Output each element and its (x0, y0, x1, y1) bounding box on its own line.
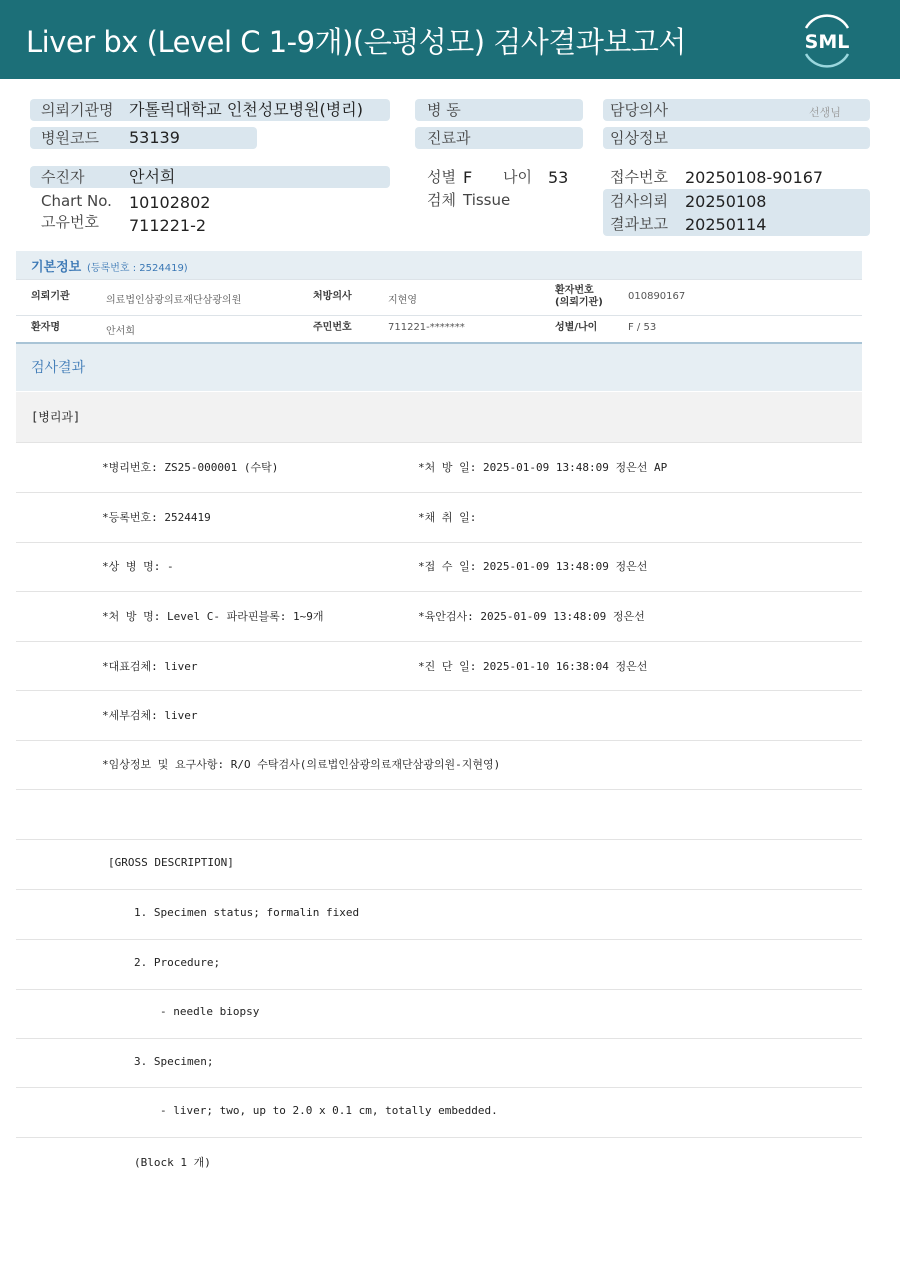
gross-item-3a: - liver; two, up to 2.0 x 0.1 cm, totally embedded. (160, 1104, 498, 1117)
order-name: *처 방 명: Level C- 파라핀블록: 1~9개 (102, 610, 324, 623)
institution-value: 가톨릭대학교 인천성모병원(병리) (129, 100, 363, 119)
basic-info-title: 기본정보 (31, 260, 82, 275)
patient-value: 안서희 (129, 167, 176, 186)
collection-date: *채 취 일: (418, 511, 477, 524)
rrn-value: 711221-******* (388, 322, 465, 333)
row-divider (16, 690, 862, 691)
row-divider (16, 442, 862, 443)
age-label: 나이 (503, 168, 532, 186)
doctor-label: 담당의사 (610, 101, 668, 119)
gross-item-1: 1. Specimen status; formalin fixed (134, 906, 360, 919)
row-divider (16, 542, 862, 543)
department-bar (16, 392, 862, 442)
registration-number: *등록번호: 2524419 (102, 511, 211, 524)
department-text: [병리과] (31, 410, 81, 424)
rrn-key: 주민번호 (313, 322, 352, 333)
row-divider (16, 492, 862, 493)
results-title: 검사결과 (31, 360, 86, 376)
receipt-date: *접 수 일: 2025-01-09 13:48:09 정은선 (418, 560, 648, 573)
hospital-code-value: 53139 (129, 128, 180, 147)
diagnosis-date: *진 단 일: 2025-01-10 16:38:04 정은선 (418, 660, 648, 673)
doctor-note: 선생님 (809, 106, 841, 119)
request-value: 20250108 (685, 192, 767, 211)
patient-label: 수진자 (41, 168, 85, 186)
gross-item-2: 2. Procedure; (134, 956, 221, 969)
row-divider (16, 641, 862, 642)
divider (16, 279, 862, 280)
department-label: 진료과 (427, 129, 471, 147)
hospital-code-label: 병원코드 (41, 129, 99, 147)
prescriber-key: 처방의사 (313, 291, 352, 302)
row-divider (16, 889, 862, 890)
report-value: 20250114 (685, 215, 767, 234)
divider (16, 315, 862, 316)
ward-label: 병 동 (427, 101, 461, 119)
row-divider (16, 789, 862, 790)
specimen-label: 검체 (427, 191, 456, 209)
row-divider (16, 591, 862, 592)
patno-value: 010890167 (628, 291, 686, 302)
prescription-date: *처 방 일: 2025-01-09 13:48:09 정은선 AP (418, 461, 668, 474)
request-label: 검사의뢰 (610, 192, 668, 210)
chart-value: 10102802 (129, 193, 211, 212)
row-divider (16, 740, 862, 741)
institution-label: 의뢰기관명 (41, 101, 114, 119)
inst-key: 의뢰기관 (31, 291, 70, 302)
sml-logo (796, 12, 858, 68)
logo-text: SML (804, 31, 850, 53)
gross-item-3: 3. Specimen; (134, 1055, 214, 1068)
gross-exam-date: *육안검사: 2025-01-09 13:48:09 정은선 (418, 610, 645, 623)
name-key: 환자명 (31, 322, 60, 333)
unique-label: 고유번호 (41, 213, 99, 231)
row-divider (16, 939, 862, 940)
path-number: *병리번호: ZS25-000001 (수탁) (102, 461, 279, 474)
clinical-request: *임상정보 및 요구사항: R/O 수탁검사(의료법인삼광의료재단삼광의원-지현영) (102, 758, 501, 771)
gross-item-2a: - needle biopsy (160, 1005, 260, 1018)
block-count: (Block 1 개) (134, 1156, 211, 1169)
unique-value: 711221-2 (129, 216, 207, 235)
basic-info-reg: (등록번호 : 2524419) (87, 263, 188, 274)
report-label: 결과보고 (610, 215, 668, 233)
patno-key-1: 환자번호 (555, 285, 594, 296)
row-divider (16, 989, 862, 990)
patno-key-2: (의뢰기관) (555, 297, 603, 308)
receipt-value: 20250108-90167 (685, 168, 824, 187)
report-title: Liver bx (Level C 1-9개)(은평성모) 검사결과보고서 (26, 25, 686, 59)
row-divider (16, 1137, 862, 1138)
row-divider (16, 1087, 862, 1088)
main-specimen: *대표검체: liver (102, 660, 198, 673)
sexage-key: 성별/나이 (555, 322, 598, 333)
specimen-value: Tissue (463, 191, 511, 209)
chart-label: Chart No. (41, 192, 112, 210)
row-divider (16, 839, 862, 840)
results-bar (16, 342, 862, 391)
report-header (0, 0, 900, 79)
sex-label: 성별 (427, 168, 456, 186)
sex-value: F (463, 168, 473, 187)
gross-description-header: [GROSS DESCRIPTION] (108, 856, 234, 869)
disease-name: *상 병 명: - (102, 560, 174, 573)
receipt-label: 접수번호 (610, 168, 668, 186)
prescriber-value: 지현영 (388, 295, 417, 306)
inst-value: 의료법인삼광의료재단삼광의원 (106, 295, 242, 306)
sexage-value: F / 53 (628, 322, 657, 333)
age-value: 53 (548, 168, 569, 187)
row-divider (16, 1038, 862, 1039)
clinical-info-label: 임상정보 (610, 129, 668, 147)
name-value: 안서희 (106, 326, 135, 337)
sub-specimen: *세부검체: liver (102, 709, 198, 722)
